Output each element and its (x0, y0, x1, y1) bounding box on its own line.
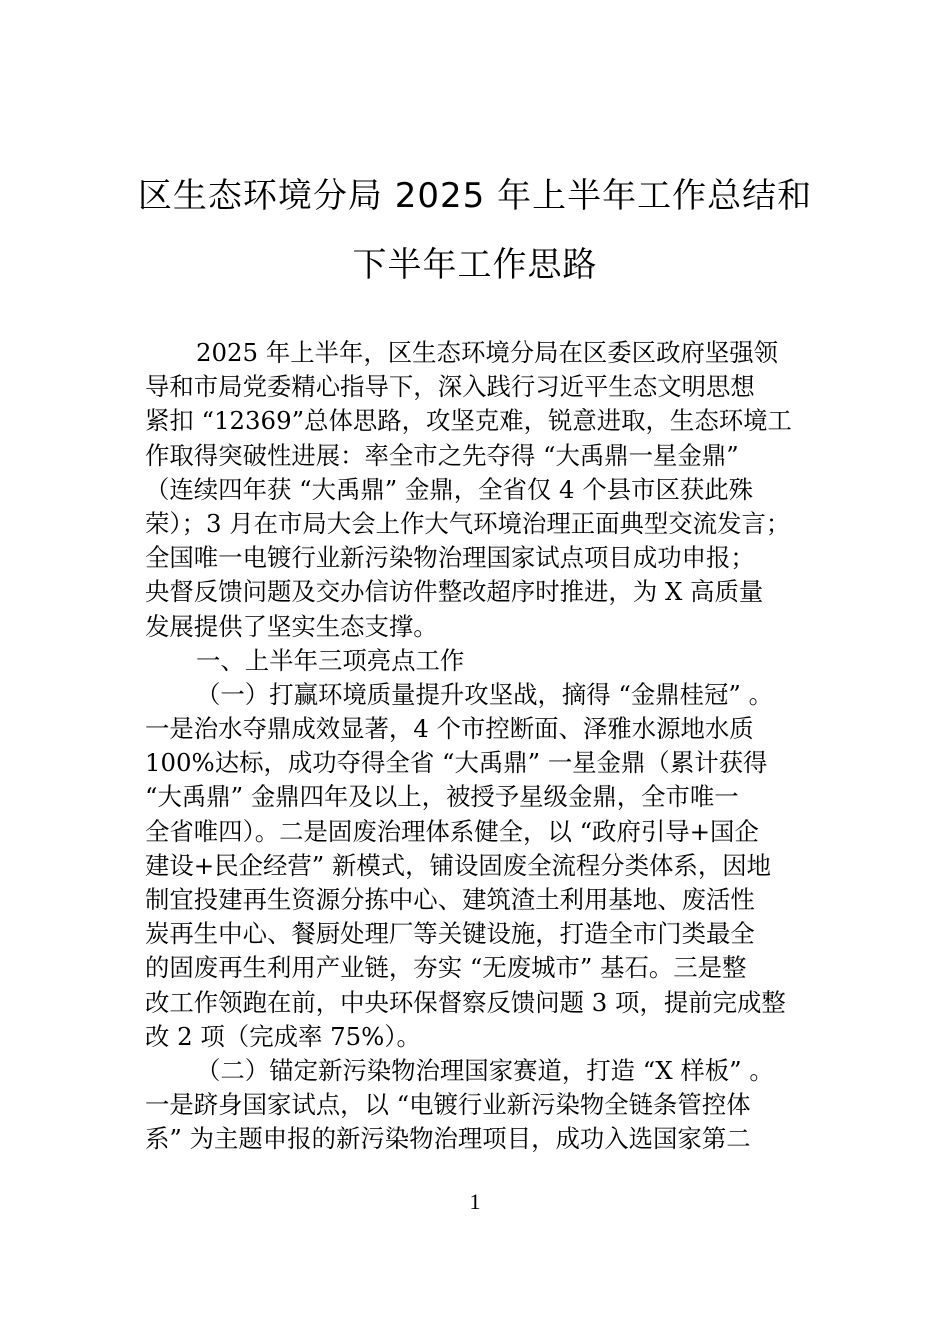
text-line: 紧扣 “12369”总体思路，攻坚克难，锐意进取，生态环境工 (145, 406, 792, 436)
subsection-heading: （一）打赢环境质量提升攻坚战，摘得 “金鼎桂冠” 。 (196, 679, 774, 709)
text-line: 的固废再生利用产业链，夯实 “无废城市” 基石。三是整 (145, 953, 747, 983)
text-line: （连续四年获 “大禹鼎” 金鼎，全省仅 4 个县市区获此殊 (145, 474, 754, 504)
subsection-heading: （二）锚定新污染物治理国家赛道，打造 “X 样板” 。 (196, 1055, 774, 1085)
text-line: 炭再生中心、餐厨处理厂等关键设施，打造全市门类最全 (145, 919, 755, 949)
text-line: 导和市局党委精心指导下，深入践行习近平生态文明思想 (145, 372, 755, 402)
text-line: 央督反馈问题及交办信访件整改超序时推进，为 X 高质量 (145, 577, 764, 607)
text-line: 改 2 项（完成率 75%）。 (145, 1021, 421, 1051)
text-line: 100%达标，成功夺得全省 “大禹鼎” 一星金鼎（累计获得 (145, 748, 768, 778)
text-line: “大禹鼎” 金鼎四年及以上，被授予星级金鼎，全市唯一 (145, 782, 739, 812)
text-line: 2025 年上半年，区生态环境分局在区委区政府坚强领 (196, 338, 779, 367)
text-line: 一是跻身国家试点，以 “电镀行业新污染物全链条管控体 (145, 1090, 751, 1120)
text-line: 系” 为主题申报的新污染物治理项目，成功入选国家第二 (145, 1124, 751, 1154)
text-line: 制宜投建再生资源分拣中心、建筑渣土利用基地、废活性 (145, 885, 755, 914)
text-line: 全省唯四）。二是固废治理体系健全，以 “政府引导+国企 (145, 816, 759, 846)
text-line: 建设+民企经营” 新模式，铺设固废全流程分类体系，因地 (145, 850, 772, 880)
document-title-line-2: 下半年工作思路 (352, 245, 598, 285)
text-line: 发展提供了坚实生态支撑。 (145, 611, 438, 641)
document-body (145, 336, 835, 1157)
text-line: 全国唯一电镀行业新污染物治理国家试点项目成功申报； (145, 543, 755, 573)
page-number: 1 (469, 1189, 481, 1214)
text-line: 作取得突破性进展：率全市之先夺得 “大禹鼎一星金鼎” (145, 440, 739, 470)
text-line: 荣）；3 月在市局大会上作大气环境治理正面典型交流发言； (145, 508, 791, 538)
document-title-line-1: 区生态环境分局 2025 年上半年工作总结和 (137, 176, 813, 216)
section-heading: 一、上半年三项亮点工作 (196, 645, 465, 675)
text-line: 一是治水夺鼎成效显著，4 个市控断面、泽雅水源地水质 (145, 714, 754, 744)
text-line: 改工作领跑在前，中央环保督察反馈问题 3 项，提前完成整 (145, 987, 786, 1017)
